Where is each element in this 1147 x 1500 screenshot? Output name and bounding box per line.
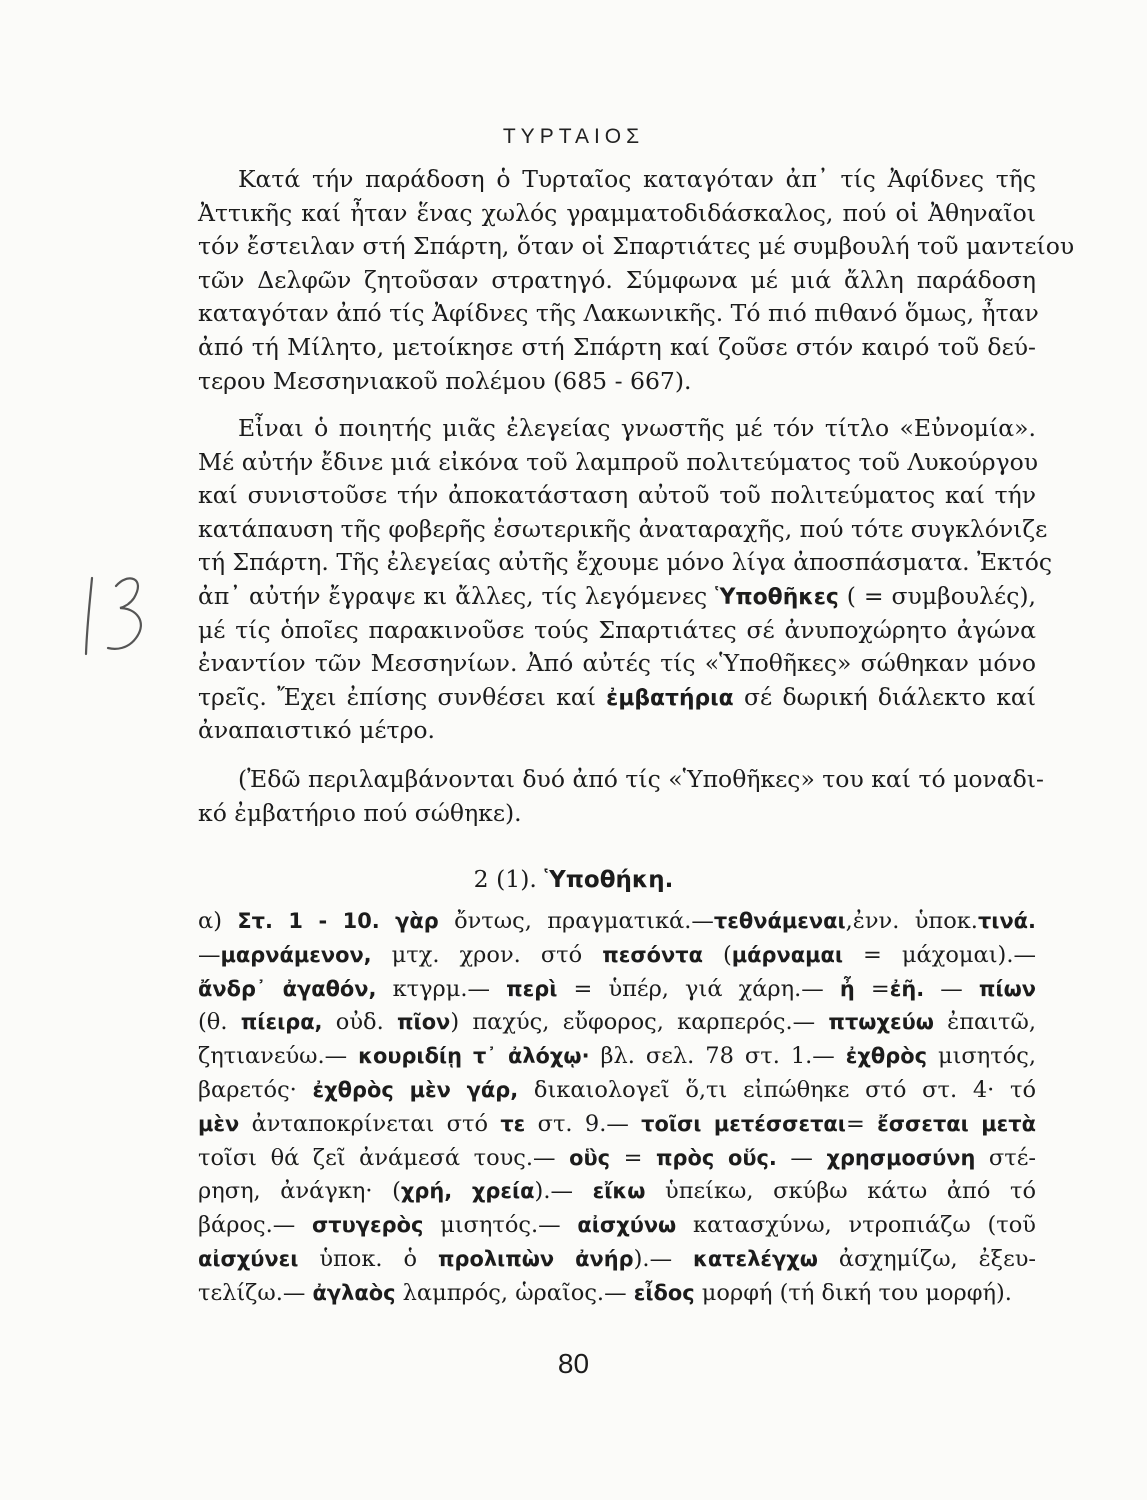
bold-term: Στ. 1 - 10. bbox=[237, 909, 380, 933]
section-label: Ὑποθήκη. bbox=[544, 867, 674, 893]
notes-block bbox=[198, 905, 1036, 1311]
bold-term: μαρνάμενον, bbox=[220, 942, 372, 967]
text-line: κατάπαυση τῆς φοβερῆς ἐσωτερικῆς ἀναταραχῆς, πού τότε συγκλόνιζε bbox=[198, 514, 1048, 543]
note-text: οὐδ. bbox=[322, 1009, 398, 1036]
bold-term: ἐῆ. bbox=[889, 976, 925, 1001]
bold-term: τινά. bbox=[977, 909, 1036, 933]
note-text: = bbox=[845, 1110, 878, 1137]
text-line: Μέ αὐτήν ἔδινε μιά εἰκόνα τοῦ λαμπροῦ πολιτεύματος τοῦ Λυκούργου bbox=[198, 447, 1039, 476]
bold-term: ἀγλαὸς bbox=[312, 1280, 396, 1305]
bold-term: πτωχεύω bbox=[828, 1010, 934, 1035]
section-heading bbox=[0, 865, 1147, 893]
note-text: ἐπαιτῶ, bbox=[933, 1009, 1036, 1036]
bold-term: ἐμβατήρια bbox=[606, 685, 734, 711]
bold-term: μάρναμαι bbox=[731, 942, 843, 967]
bold-term: πρὸς οὕς. bbox=[656, 1145, 777, 1170]
note-text: τελίζω.— bbox=[198, 1279, 313, 1306]
text-line: τή Σπάρτη. Τῆς ἐλεγείας αὐτῆς ἔχουμε μόνο λίγα ἀποσπάσματα. Ἐκτός bbox=[198, 548, 1053, 577]
text-line: μέ τίς ὁποῖες παρακινοῦσε τούς Σπαρτιάτες σέ ἀνυποχώρητο ἀγώνα bbox=[198, 615, 1036, 644]
note-text: ).— bbox=[633, 1245, 693, 1272]
note-text: ὄντως, πραγματικά.— bbox=[438, 908, 714, 934]
note-text: κατασχύνω, ντροπιάζω (τοῦ bbox=[676, 1212, 1036, 1239]
note-text: ἀσχημίζω, ἐξευ- bbox=[817, 1245, 1037, 1272]
note-text: βλ. σελ. 78 στ. 1.— bbox=[589, 1043, 846, 1070]
bold-term: κουριδίῃ τ᾽ ἀλόχῳ· bbox=[358, 1044, 590, 1069]
note-text: ζητιανεύω.— bbox=[198, 1043, 359, 1070]
handwritten-margin-note bbox=[78, 570, 168, 660]
note-text: κτγρμ.— bbox=[376, 975, 507, 1002]
bold-term: ἦ bbox=[839, 976, 855, 1001]
note-text: = ὑπέρ, γιά χάρη.— bbox=[557, 975, 840, 1002]
note-text: μισητός.— bbox=[423, 1212, 578, 1239]
bold-term: προλιπὼν ἀνήρ bbox=[437, 1246, 634, 1271]
bold-term: πίειρα, bbox=[240, 1010, 323, 1035]
bold-term: ἐχθρὸς μὲν γάρ, bbox=[312, 1077, 519, 1102]
note-text: στέ- bbox=[975, 1144, 1036, 1171]
note-text: ( bbox=[702, 941, 732, 968]
note-text: δικαιολογεῖ ὅ,τι εἰπώθηκε στό στ. 4· τό bbox=[518, 1076, 1036, 1103]
text-line: Εἶναι ὁ ποιητής μιᾶς ἐλεγείας γνωστῆς μέ τόν τίτλο «Εὐνομία». bbox=[238, 414, 1036, 442]
bold-term: ἄνδρ᾽ ἀγαθόν, bbox=[198, 976, 377, 1001]
note-text: ἀνταποκρίνεται στό bbox=[239, 1110, 501, 1137]
note-line bbox=[198, 1142, 1036, 1176]
text-line: Ἀττικῆς καί ἦταν ἕνας χωλός γραμματοδιδάσκαλος, πού οἱ Ἀθηναῖοι bbox=[198, 198, 1036, 227]
text-line: τερου Μεσσηνιακοῦ πολέμου (685 - 667). bbox=[198, 366, 692, 395]
text-line: τρεῖς. Ἔχει ἐπίσης συνθέσει καί ἐμβατήρια σέ δωρική διάλεκτο καί bbox=[198, 682, 1036, 711]
note-line bbox=[198, 1277, 1036, 1311]
bold-term: ἔσσεται μετὰ bbox=[877, 1111, 1036, 1136]
bold-term: αἰσχύνω bbox=[577, 1213, 677, 1238]
note-line bbox=[198, 1243, 1036, 1277]
note-line bbox=[198, 905, 1036, 939]
text-line: ἐναντίον τῶν Μεσσηνίων. Ἀπό αὐτές τίς «Ὑποθῆκες» σώθηκαν μόνο bbox=[198, 649, 1036, 678]
bold-term: στυγερὸς bbox=[312, 1213, 424, 1238]
note-text: ).— bbox=[534, 1178, 593, 1205]
text-line: ἀναπαιστικό μέτρο. bbox=[198, 716, 435, 745]
bold-term: πῖον bbox=[397, 1010, 451, 1035]
text-line: Κατά τήν παράδοση ὁ Τυρταῖος καταγόταν ἀπ᾽ τίς Ἀφίδνες τῆς bbox=[238, 165, 1036, 193]
note-text: τοῖσι θά ζεῖ ἀνάμεσά τους.— bbox=[198, 1144, 570, 1171]
bold-term: κατελέγχω bbox=[693, 1246, 818, 1271]
bold-term: γὰρ bbox=[395, 909, 439, 933]
text-line: ἀπ᾽ αὐτήν ἔγραψε κι ἄλλες, τίς λεγόμενες Ὑποθῆκες ( = συμβουλές), bbox=[198, 581, 1036, 610]
page-title: ΤΥΡΤΑΙΟΣ bbox=[502, 125, 645, 148]
text-line: τόν ἔστειλαν στή Σπάρτη, ὅταν οἱ Σπαρτιάτες μέ συμβουλή τοῦ μαντείου bbox=[198, 232, 1075, 261]
note-text: (θ. bbox=[198, 1009, 241, 1036]
text-line: (Ἐδῶ περιλαμβάνονται δυό ἀπό τίς «Ὑποθῆκες» του καί τό μοναδι- bbox=[238, 765, 1044, 793]
note-text: μισητός, bbox=[926, 1043, 1036, 1070]
bold-term: εἶδος bbox=[633, 1280, 695, 1305]
bold-term: χρή, χρεία bbox=[400, 1179, 535, 1204]
second-paragraph bbox=[198, 412, 1053, 748]
note-text: ,ἐνν. ὑποκ. bbox=[845, 908, 978, 934]
note-text: λαμπρός, ὡραῖος.— bbox=[395, 1279, 634, 1306]
text-line: καταγόταν ἀπό τίς Ἀφίδνες τῆς Λακωνικῆς. Τό πιό πιθανό ὅμως, ἦταν bbox=[198, 299, 1039, 328]
page-number: 80 bbox=[557, 1348, 590, 1379]
bold-term: Ὑποθῆκες bbox=[715, 584, 839, 610]
note-line bbox=[198, 1006, 1036, 1040]
note-text: στ. 9.— bbox=[525, 1110, 642, 1137]
note-text: — bbox=[776, 1144, 827, 1171]
bold-term: μὲν bbox=[198, 1111, 240, 1136]
bold-term: ἐχθρὸς bbox=[845, 1044, 927, 1069]
note-text: — bbox=[924, 975, 979, 1002]
bold-term: πίων bbox=[978, 976, 1036, 1001]
section-number: 2 (1). bbox=[473, 865, 537, 893]
text-line: κό ἐμβατήριο πού σώθηκε). bbox=[198, 798, 522, 827]
note-text: α) bbox=[198, 908, 238, 934]
intro-paragraph bbox=[198, 163, 1075, 398]
bold-term: περὶ bbox=[506, 976, 558, 1001]
note-text: μορφή (τή δική του μορφή). bbox=[694, 1279, 1012, 1306]
note-text: ὑποκ. ὁ bbox=[298, 1245, 438, 1272]
bold-term: εἴκω bbox=[592, 1179, 646, 1204]
text-line: καί συνιστοῦσε τήν ἀποκατάσταση αὐτοῦ τοῦ πολιτεύματος καί τήν bbox=[198, 481, 1036, 510]
note-text: μτχ. χρον. στό bbox=[371, 941, 603, 968]
bold-term: τε bbox=[500, 1111, 526, 1136]
note-text: = μάχομαι).— bbox=[843, 941, 1036, 968]
third-paragraph bbox=[198, 763, 1044, 830]
note-text bbox=[380, 908, 395, 934]
note-line bbox=[198, 1074, 1036, 1108]
note-text: βάρος.— bbox=[198, 1212, 312, 1239]
note-text: ὑπείκω, σκύβω κάτω ἀπό τό bbox=[645, 1178, 1037, 1205]
note-line bbox=[198, 1209, 1036, 1243]
note-text: = bbox=[610, 1144, 657, 1171]
bold-term: αἰσχύνει bbox=[198, 1246, 299, 1271]
bold-term: τεθνάμεναι bbox=[713, 909, 846, 933]
note-line bbox=[198, 1175, 1036, 1209]
note-text: = bbox=[854, 975, 890, 1002]
note-line bbox=[198, 939, 1036, 973]
bold-term: χρησμοσύνη bbox=[826, 1145, 976, 1170]
text-line: ἀπό τή Μίλητο, μετοίκησε στή Σπάρτη καί ζοῦσε στόν καιρό τοῦ δεύ- bbox=[198, 332, 1036, 361]
bold-term: οὓς bbox=[569, 1145, 610, 1170]
note-text: ρηση, ἀνάγκη· ( bbox=[198, 1178, 401, 1205]
bold-term: τοῖσι μετέσσεται bbox=[641, 1111, 846, 1136]
note-text: ) παχύς, εὔφορος, καρπερός.— bbox=[450, 1009, 829, 1036]
note-line bbox=[198, 973, 1036, 1007]
note-line bbox=[198, 1040, 1036, 1074]
bold-term: πεσόντα bbox=[602, 942, 703, 967]
text-line: τῶν Δελφῶν ζητοῦσαν στρατηγό. Σύμφωνα μέ μιά ἄλλη παράδοση bbox=[198, 265, 1036, 294]
note-text: — bbox=[198, 941, 221, 968]
note-text: βαρετός· bbox=[198, 1076, 313, 1103]
note-line bbox=[198, 1108, 1036, 1142]
